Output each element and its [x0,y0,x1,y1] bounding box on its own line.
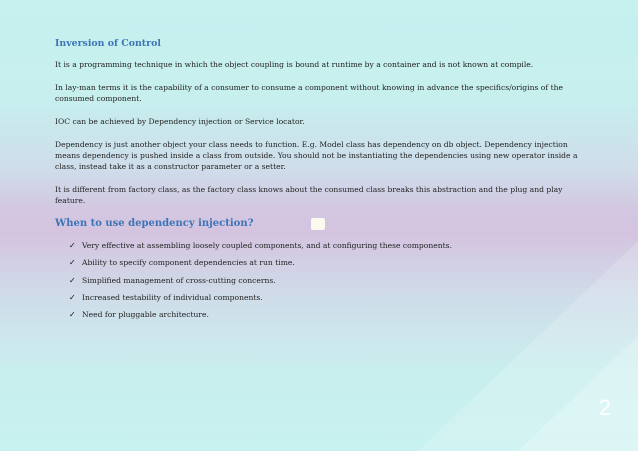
list-item [69,309,595,320]
list-item-text: Increased testability of individual components. [82,292,263,302]
highlight-artifact [311,218,325,230]
check-icon: ✓ [69,310,76,320]
check-icon: ✓ [69,258,76,268]
list-item [69,257,595,268]
list-item [69,240,595,251]
check-icon: ✓ [69,241,76,250]
paragraph-layman: In lay-man terms it is the capability of a consumer to consume a component without knowing in advance the specifics/origins of the consumed component. [55,83,564,103]
paragraph-factory-difference: It is different from factory class, as the factory class knows about the consumed class breaks this abstraction and the plug and play feature. [55,185,563,205]
list-item [69,292,595,303]
list-item-text: Ability to specify component dependencies at run time. [82,258,295,268]
page-number: 2 [598,395,611,420]
subheading-when-to-use: When to use dependency injection? [55,218,254,229]
list-item-text: Simplified management of cross-cutting concerns. [82,275,276,285]
bullet-list [55,240,595,320]
paragraph-definition: It is a programming technique in which the object coupling is bound at runtime by a container and is not known at compile. [55,60,534,69]
list-item-text: Need for pluggable architecture. [82,310,209,320]
check-icon: ✓ [69,275,76,285]
background-triangle-small [518,336,638,451]
list-item-text: Very effective at assembling loosely coupled components, and at configuring these components. [82,241,452,250]
check-icon: ✓ [69,292,76,302]
slide-content [55,38,595,326]
heading-inversion-of-control: Inversion of Control [55,38,161,49]
paragraph-dependency: Dependency is just another object your class needs to function. E.g. Model class has dependency on db object. Dependency injection means dependency is pushed inside a class from outside. You should not be instantiating the dependencies using new operator inside a class, instead take it as a constructor parameter or a setter. [55,140,578,171]
list-item [69,275,595,286]
paragraph-ioc-methods: IOC can be achieved by Dependency injection or Service locator. [55,117,305,126]
